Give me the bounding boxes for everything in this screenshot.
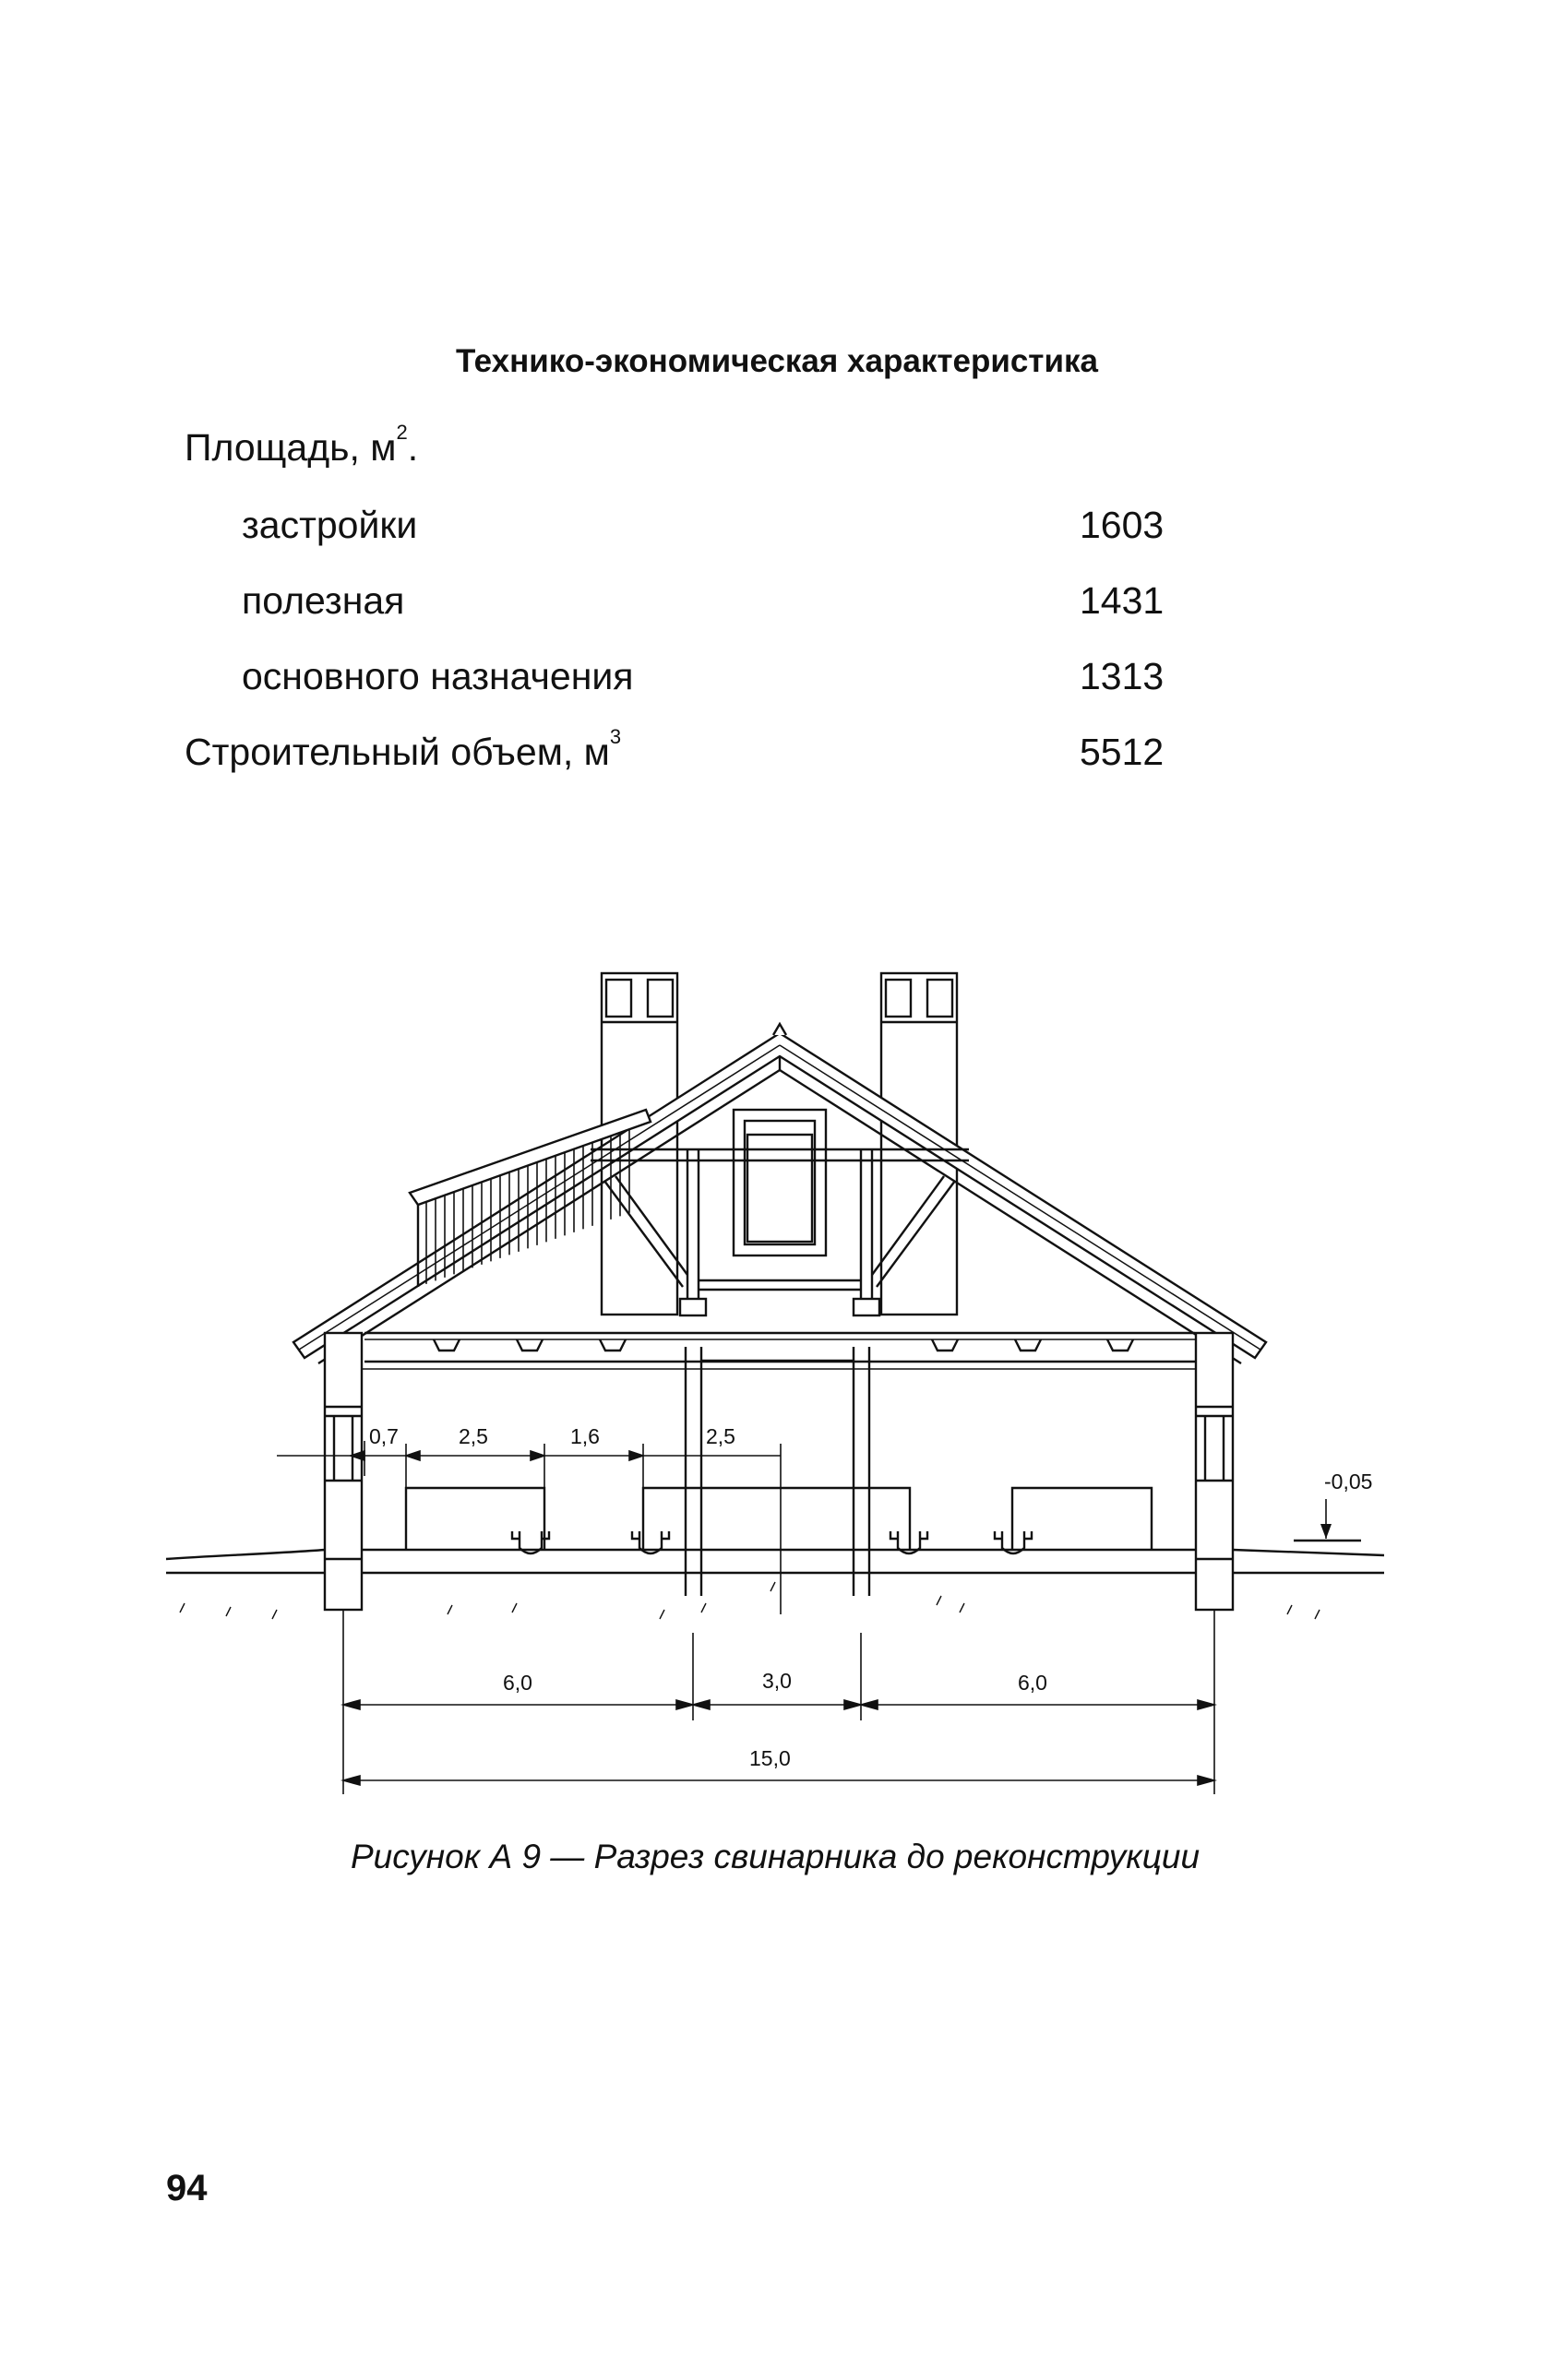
ceiling bbox=[355, 1333, 1204, 1369]
ground-hatch bbox=[512, 1603, 517, 1612]
area-label: Площадь, $м^2$. bbox=[185, 421, 419, 469]
beam-tick bbox=[932, 1339, 958, 1351]
ground-hatch bbox=[937, 1596, 941, 1605]
ground-hatch bbox=[226, 1607, 231, 1616]
row-value-main: 1313 bbox=[1080, 655, 1165, 697]
dim-total: 15,0 bbox=[749, 1746, 791, 1770]
page-number: 94 bbox=[166, 2168, 208, 2208]
figure-caption: Рисунок А 9 — Разрез свинарника до реконструкции bbox=[350, 1838, 1201, 1875]
dim-top-2: 1,6 bbox=[570, 1424, 600, 1448]
ground-hatch bbox=[960, 1603, 964, 1612]
beam-tick bbox=[1015, 1339, 1041, 1351]
beam-tick bbox=[1107, 1339, 1133, 1351]
volume-label: Строительный объем, $м^3$ bbox=[185, 725, 622, 773]
dim-bottom-0: 6,0 bbox=[503, 1671, 532, 1695]
row-value-useful: 1431 bbox=[1080, 579, 1165, 622]
left-wall bbox=[325, 1333, 362, 1610]
dimension-bottom bbox=[343, 1610, 1214, 1794]
level-mark-text: -0,05 bbox=[1324, 1470, 1373, 1493]
dim-top-0: 0,7 bbox=[369, 1424, 399, 1448]
beam-tick bbox=[517, 1339, 543, 1351]
row-value-built: 1603 bbox=[1080, 504, 1165, 546]
dim-bottom-2: 6,0 bbox=[1018, 1671, 1047, 1695]
beam-tick bbox=[600, 1339, 626, 1351]
row-label-useful: полезная bbox=[242, 579, 405, 622]
pens bbox=[406, 1488, 1152, 1550]
dim-top-1: 2,5 bbox=[459, 1424, 488, 1448]
dim-bottom-1: 3,0 bbox=[762, 1669, 792, 1693]
beam-tick bbox=[434, 1339, 460, 1351]
ground-hatch bbox=[448, 1605, 452, 1614]
ground-hatch bbox=[1315, 1610, 1320, 1619]
volume-value: 5512 bbox=[1080, 731, 1165, 773]
dim-top-3: 2,5 bbox=[706, 1424, 735, 1448]
ground-hatch bbox=[180, 1603, 185, 1612]
level-mark bbox=[1294, 1470, 1372, 1541]
row-label-built: застройки bbox=[242, 504, 418, 546]
row-label-main: основного назначения bbox=[242, 655, 634, 697]
ground-hatch bbox=[770, 1582, 775, 1591]
ground-hatch bbox=[272, 1610, 277, 1619]
ground-hatch bbox=[1287, 1605, 1292, 1614]
interior-columns bbox=[686, 1347, 869, 1596]
right-wall bbox=[1196, 1333, 1233, 1610]
ground-hatch bbox=[660, 1610, 664, 1619]
table-heading: Технико-экономическая характеристика bbox=[456, 343, 1098, 379]
ground-hatch bbox=[701, 1603, 706, 1612]
